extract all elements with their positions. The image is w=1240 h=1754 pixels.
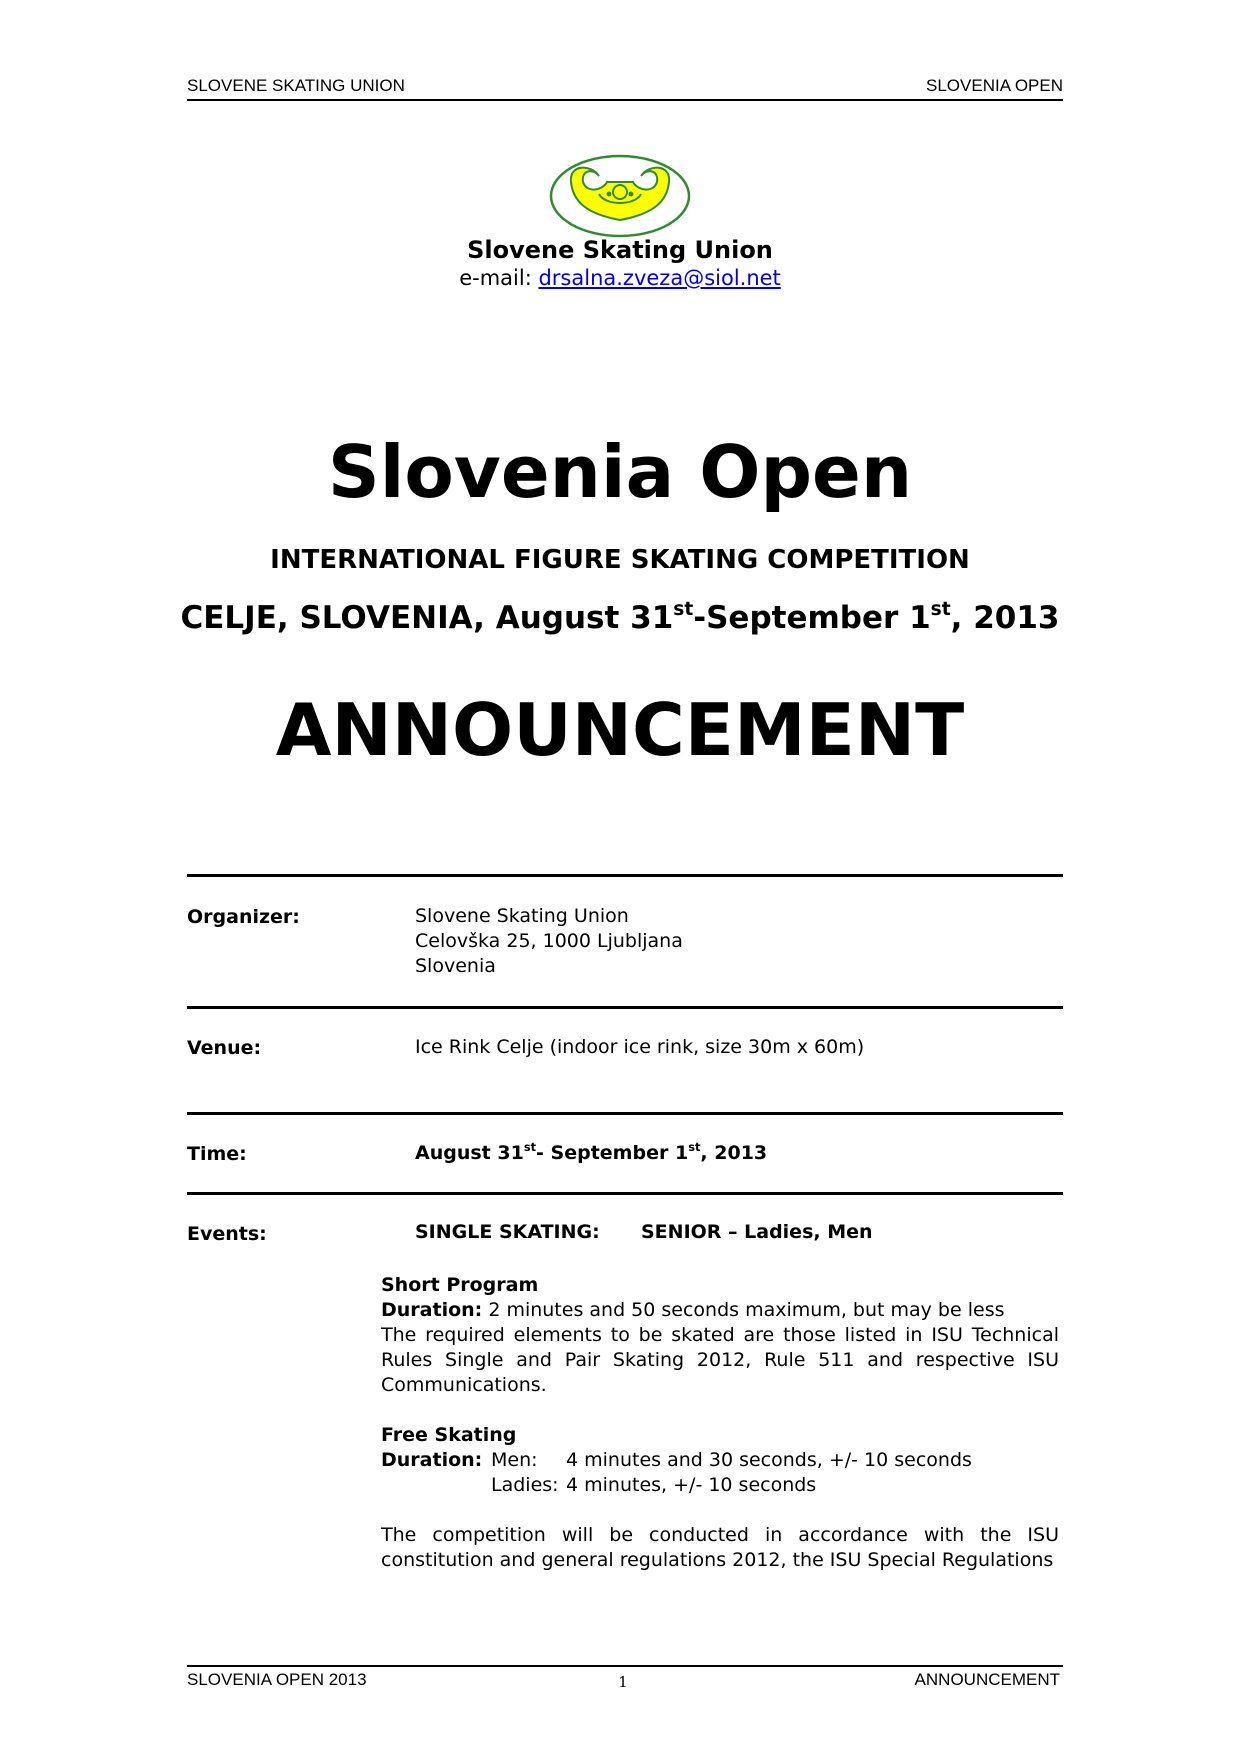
footer-left: SLOVENIA OPEN 2013 xyxy=(187,1670,367,1689)
date-sup: st xyxy=(673,598,694,620)
subtitle: INTERNATIONAL FIGURE SKATING COMPETITION xyxy=(270,545,970,575)
events-category: SINGLE SKATING: xyxy=(415,1221,600,1243)
time-sup: st xyxy=(688,1140,701,1155)
section-rule xyxy=(187,1006,1063,1009)
date-sup: st xyxy=(930,598,951,620)
events-label: Events: xyxy=(187,1223,267,1245)
time-sup: st xyxy=(523,1140,537,1155)
time-part: - September 1 xyxy=(536,1142,689,1164)
skating-union-logo xyxy=(549,154,691,238)
free-skating-block xyxy=(381,1423,1059,1498)
short-program-duration xyxy=(381,1298,1059,1323)
organizer-line: Celovška 25, 1000 Ljubljana xyxy=(415,930,683,952)
venue-value: Ice Rink Celje (indoor ice rink, size 30m x 60m) xyxy=(415,1036,865,1058)
men-duration: 4 minutes and 30 seconds, +/- 10 seconds xyxy=(566,1449,972,1471)
time-value xyxy=(415,1141,767,1166)
organizer-line: Slovene Skating Union xyxy=(415,905,629,927)
footer-rule xyxy=(187,1665,1063,1667)
section-rule xyxy=(187,874,1063,877)
org-email-line xyxy=(0,266,1240,290)
organizer-value xyxy=(415,904,683,979)
announcement-heading: ANNOUNCEMENT xyxy=(275,688,965,772)
short-program-block xyxy=(381,1273,1059,1398)
page-title: Slovenia Open xyxy=(327,430,913,514)
short-program-title: Short Program xyxy=(381,1274,539,1296)
header-right: SLOVENIA OPEN xyxy=(926,76,1063,95)
duration-label: Duration: xyxy=(381,1449,483,1471)
header-rule xyxy=(187,99,1063,101)
date-part: , 2013 xyxy=(950,600,1060,636)
regulations-text: The competition will be conducted in accordance with the ISU constitution and general regulations 2012, the ISU Special Regulations xyxy=(381,1524,1059,1571)
org-name: Slovene Skating Union xyxy=(467,236,773,264)
short-program-description: The required elements to be skated are those listed in ISU Technical Rules Single and Pair Skating 2012, Rule 511 and respective ISU Communications. xyxy=(381,1324,1059,1396)
free-skating-men-row xyxy=(381,1448,1059,1473)
event-location-date xyxy=(0,600,1240,636)
email-link[interactable]: drsalna.zveza@siol.net xyxy=(538,266,781,290)
section-rule xyxy=(187,1192,1063,1195)
date-part: -September 1 xyxy=(693,600,931,636)
section-rule xyxy=(187,1112,1063,1115)
ladies-duration: 4 minutes, +/- 10 seconds xyxy=(566,1474,817,1496)
header-left: SLOVENE SKATING UNION xyxy=(187,76,405,95)
time-part: August 31 xyxy=(415,1142,524,1164)
date-part: CELJE, SLOVENIA, August 31 xyxy=(180,600,674,636)
time-part: , 2013 xyxy=(700,1142,768,1164)
time-label: Time: xyxy=(187,1143,247,1165)
page-number: 1 xyxy=(618,1673,628,1691)
duration-value: 2 minutes and 50 seconds maximum, but may be less xyxy=(488,1299,1005,1321)
organizer-label: Organizer: xyxy=(187,906,300,928)
footer-right: ANNOUNCEMENT xyxy=(914,1670,1060,1689)
free-skating-title: Free Skating xyxy=(381,1424,517,1446)
free-skating-ladies-row xyxy=(381,1473,1059,1498)
duration-label: Duration: xyxy=(381,1299,483,1321)
venue-label: Venue: xyxy=(187,1037,262,1059)
men-label: Men: xyxy=(491,1449,538,1471)
events-division: SENIOR – Ladies, Men xyxy=(641,1221,873,1243)
organizer-line: Slovenia xyxy=(415,955,496,977)
ladies-label: Ladies: xyxy=(491,1474,559,1496)
email-label: e-mail: xyxy=(459,266,532,290)
